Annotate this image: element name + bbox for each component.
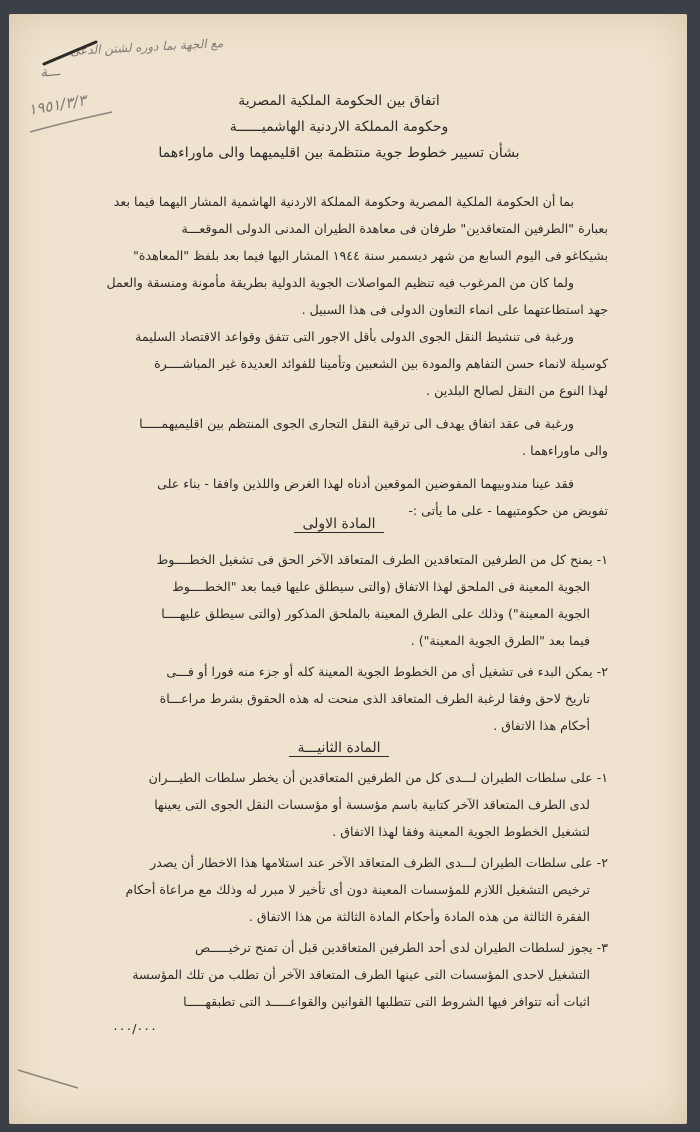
article2-clause2-line3: الفقرة الثالثة من هذه المادة وأحكام المادة الثالثة من هذا الاتفاق .: [248, 909, 590, 924]
preamble-p1-line2: بعبارة "الطرفين المتعاقدين" طرفان فى معاهدة الطيران المدنى الدولى الموقعـــة: [181, 221, 608, 236]
preamble-p3-line1: ورغبة فى تنشيط النقل الجوى الدولى بأقل الاجور التى تتفق وقواعد الاقتصاد السليمة: [135, 329, 574, 344]
article1-clause2-line2: تاريخ لاحق وفقا لرغبة الطرف المتعاقد الذى منحت له هذه الحقوق بشرط مراعـــاة: [159, 691, 590, 706]
article2-clause2-line2: ترخيص التشغيل اللازم للمؤسسات المعينة دون أى تأخير لا مبرر له وذلك مع مراعاة أحكام: [125, 882, 590, 897]
pen-stroke-mark: [40, 38, 100, 68]
margin-note-line2: ـــة: [39, 63, 61, 81]
preamble-p2-line2: جهد استطاعتهما على انماء التعاون الدولى فى هذا السبيل .: [301, 302, 608, 317]
article2-body: [0, 764, 678, 1042]
article2-heading-text: المادة الثانيـــة: [289, 740, 388, 757]
preamble-p3-line2: كوسيلة لانماء حسن التفاهم والمودة بين الشعبين وتأمينا للفوائد العديدة غير المباشــــرة: [154, 356, 608, 371]
margin-note-line1: مع الجهة بما دوره لشتن الدعى: [69, 35, 224, 59]
preamble-p5-line1: فقد عينا مندوبيهما المفوضين الموقعين أدناه لهذا الغرض واللذين وافقا - بناء على: [157, 476, 574, 491]
article1-body: [0, 546, 678, 739]
article1-clause1-line3: الجوية المعينة") وذلك على الطرق المعينة بالملحق المذكور (والتى سيطلق عليهــــا: [161, 606, 590, 621]
article2-clause1-line2: لدى الطرف المتعاقد الآخر كتابية باسم مؤسسة أو مؤسسات النقل الجوى التى يعينها: [154, 797, 590, 812]
article2-clause3-line2: التشغيل لاحدى المؤسسات التى عينها الطرف المتعاقد الآخر أن تطلب من تلك المؤسسة: [132, 967, 590, 982]
margin-note-date: ١٩٥١/٣/٣: [26, 91, 88, 119]
preamble-p2-line1: ولما كان من المرغوب فيه تنظيم المواصلات الجوية الدولية بطريقة مأمونة ومنسقة والعمل: [106, 275, 574, 290]
article2-heading: [0, 740, 678, 756]
article1-clause1-line4: فيما بعد "الطرق الجوية المعينة") .: [410, 633, 590, 648]
article2-clause2-line1: ٢- على سلطات الطيران لـــدى الطرف المتعاقد الآخر عند استلامها هذا الاخطار أن يصدر: [150, 855, 608, 870]
preamble-p3-line3: لهذا النوع من النقل لصالح البلدين .: [426, 383, 608, 398]
page-continuation: ٠٠٠/٠٠٠: [112, 1021, 157, 1036]
preamble: [0, 188, 678, 524]
article2-clause1-line1: ١- على سلطات الطيران لـــدى كل من الطرفين المتعاقدين أن يخطر سلطات الطيـــران: [148, 770, 608, 785]
article2-clause3-line1: ٣- يجوز لسلطات الطيران لدى أحد الطرفين المتعاقدين قبل أن تمنح ترخيـــــص: [194, 940, 608, 955]
preamble-p5-line2: تفويض من حكومتيهما - على ما يأتى :-: [408, 503, 608, 518]
article1-clause2-line1: ٢- يمكن البدء فى تشغيل أى من الخطوط الجوية المعينة كله أو جزء منه فورا أو فـــى: [166, 664, 608, 679]
article1-clause1-line1: ١- يمنح كل من الطرفين المتعاقدين الطرف المتعاقد الآخر الحق فى تشغيل الخطــــوط: [156, 552, 608, 567]
article1-heading-text: المادة الاولى: [294, 516, 383, 533]
article1-clause1-line2: الجوية المعينة فى الملحق لهذا الاتفاق (والتى سيطلق عليها فيما بعد "الخطــــوط: [172, 579, 590, 594]
preamble-p1-line3: بشيكاغو فى اليوم السابع من شهر ديسمبر سنة ١٩٤٤ المشار اليها فيما بعد بلفظ "المعاهدة": [133, 248, 608, 263]
article2-clause1-line3: لتشغيل الخطوط الجوية المعينة وفقا لهذا الاتفاق .: [332, 824, 590, 839]
article2-clause3-line3: اثبات أنه تتوافر فيها الشروط التى تتطلبها القوانين والقواعـــــد التى تطبقهـــــا: [183, 994, 590, 1009]
title-line-1: اتفاق بين الحكومة الملكية المصرية: [238, 93, 440, 109]
preamble-p1-line1: بما أن الحكومة الملكية المصرية وحكومة المملكة الاردنية الهاشمية المشار اليهما فيما بعد: [113, 194, 574, 209]
document-title: [0, 88, 678, 166]
article1-heading: [0, 516, 678, 532]
preamble-p4-line2: والى ماوراءهما .: [522, 443, 608, 458]
title-line-2: وحكومة المملكة الاردنية الهاشميــــــة: [229, 119, 449, 135]
preamble-p4-line1: ورغبة فى عقد اتفاق يهدف الى ترقية النقل التجارى الجوى المنتظم بين اقليميهمـــــا: [139, 416, 574, 431]
article1-clause2-line3: أحكام هذا الاتفاق .: [493, 718, 590, 733]
bottom-pencil-mark: [14, 1064, 84, 1094]
title-line-3: بشأن تسيير خطوط جوية منتظمة بين اقليميهما والى ماوراءهما: [158, 145, 520, 161]
